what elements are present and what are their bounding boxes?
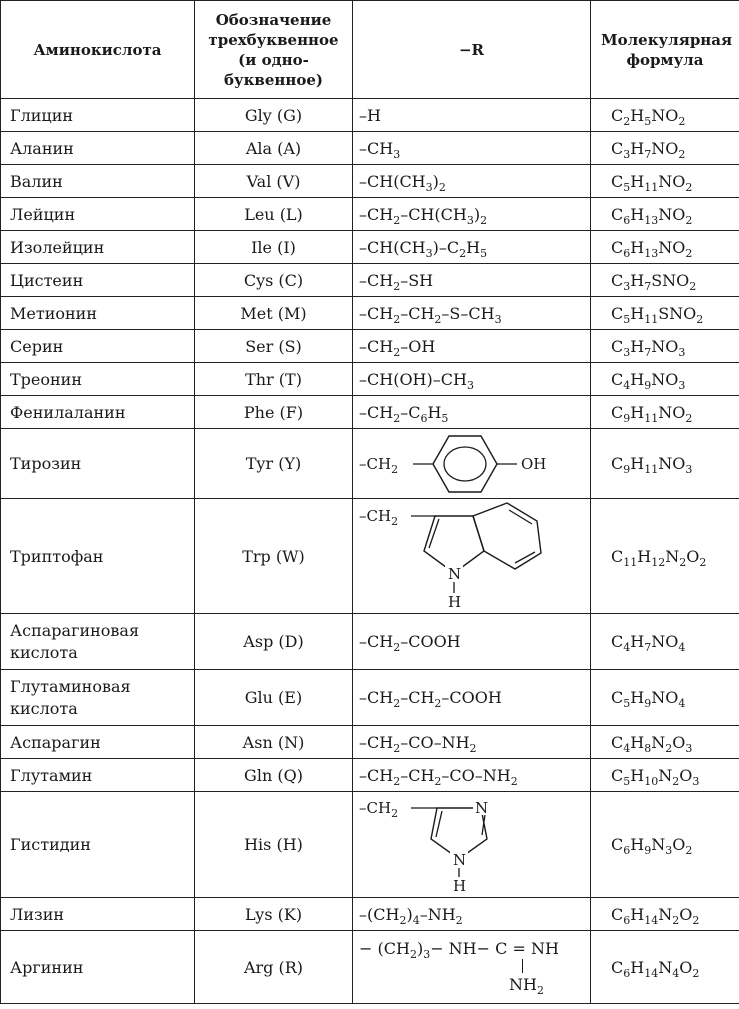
amino-acid-name: Лейцин — [1, 198, 195, 231]
amino-acid-code: Asp (D) — [195, 614, 353, 670]
ch2-label: $-CH_2$ — [359, 454, 399, 476]
molecular-formula: $C_9H_{11}NO_3$ — [591, 429, 739, 499]
molecular-formula: $C_3H_7NO_2$ — [591, 132, 739, 165]
header-formula-line: формула — [626, 50, 704, 69]
amino-acid-code: Thr (T) — [195, 363, 353, 396]
amino-acid-code: Lys (K) — [195, 898, 353, 931]
amino-acid-code: Asn (N) — [195, 726, 353, 759]
molecular-formula: $C_3H_7SNO_2$ — [591, 264, 739, 297]
amino-acid-code: Ala (A) — [195, 132, 353, 165]
table-row — [1, 363, 739, 396]
table-row — [1, 396, 739, 429]
r-group: $-CH_2-CH_2-S-CH_3$ — [353, 297, 591, 330]
amino-acid-code: Phe (F) — [195, 396, 353, 429]
header-formula-line: Молекулярная — [601, 30, 733, 49]
header-amino-acid: Аминокислота — [1, 1, 195, 99]
r-group: $-CH_2$–COOH — [353, 614, 591, 670]
header-designation-line: Обозначение — [215, 10, 332, 29]
table-row — [1, 264, 739, 297]
tyrosine-structure — [359, 432, 579, 496]
amino-acid-code: His (H) — [195, 792, 353, 898]
amino-acid-name: Цистеин — [1, 264, 195, 297]
r-group: $-CH_2-CH_2$–COOH — [353, 670, 591, 726]
r-group: $-CH_2-SH$ — [353, 264, 591, 297]
double-bond — [436, 811, 442, 837]
name-line: кислота — [10, 698, 78, 718]
table-row — [1, 759, 739, 792]
molecular-formula: $C_{11}H_{12}N_2O_2$ — [591, 499, 739, 614]
table-row — [1, 297, 739, 330]
molecular-formula: $C_6H_{13}NO_2$ — [591, 198, 739, 231]
table-row — [1, 132, 739, 165]
amino-acid-code: Tyr (Y) — [195, 429, 353, 499]
ch2-label: $-CH_2$ — [359, 507, 399, 528]
amino-acid-name: Серин — [1, 330, 195, 363]
molecular-formula: $C_3H_7NO_3$ — [591, 330, 739, 363]
r-group-structure — [353, 429, 591, 499]
molecular-formula: $C_2H_5NO_2$ — [591, 99, 739, 132]
header-designation — [195, 1, 353, 99]
header-r-group: −R — [353, 1, 591, 99]
n-top-label: N — [475, 798, 489, 817]
oh-label: OH — [521, 454, 547, 473]
name-line: Глутаминовая — [10, 676, 131, 696]
name-line: Аспарагиновая — [10, 620, 140, 640]
amino-acid-name — [1, 670, 195, 726]
table-row — [1, 614, 739, 670]
amino-acid-name: Гистидин — [1, 792, 195, 898]
table-row — [1, 898, 739, 931]
amino-acid-name: Аланин — [1, 132, 195, 165]
tryptophan-structure — [359, 501, 579, 611]
r-group: $-CH_2-C_6H_5$ — [353, 396, 591, 429]
amino-acid-name: Лизин — [1, 898, 195, 931]
r-group-structure — [353, 931, 591, 1004]
h-label: H — [453, 876, 467, 895]
table-row — [1, 198, 739, 231]
n-label: N — [448, 565, 462, 583]
molecular-formula: $C_5H_{11}NO_2$ — [591, 165, 739, 198]
amino-acid-name: Триптофан — [1, 499, 195, 614]
amino-acid-name: Метионин — [1, 297, 195, 330]
ch2-label: $-CH_2$ — [359, 798, 399, 820]
nh2-label: $NH_2$ — [509, 975, 544, 997]
r-group: $-CH_2-OH$ — [353, 330, 591, 363]
name-line: кислота — [10, 642, 78, 662]
molecular-formula: $C_4H_9NO_3$ — [591, 363, 739, 396]
amino-acid-name: Аргинин — [1, 931, 195, 1004]
amino-acid-code: Trp (W) — [195, 499, 353, 614]
table-row — [1, 931, 739, 1004]
amino-acid-code: Ile (I) — [195, 231, 353, 264]
molecular-formula: $C_6H_{14}N_4O_2$ — [591, 931, 739, 1004]
header-designation-line: буквенное) — [223, 70, 323, 89]
amino-acid-name: Изолейцин — [1, 231, 195, 264]
benzene-ring — [473, 503, 541, 569]
amino-acid-code: Val (V) — [195, 165, 353, 198]
amino-acid-name: Глицин — [1, 99, 195, 132]
amino-acid-code: Ser (S) — [195, 330, 353, 363]
table-row — [1, 792, 739, 898]
molecular-formula: $C_5H_{11}SNO_2$ — [591, 297, 739, 330]
amino-acid-code: Gln (Q) — [195, 759, 353, 792]
amino-acid-name: Фенилаланин — [1, 396, 195, 429]
header-designation-line: трехбуквенное — [208, 30, 339, 49]
table-row — [1, 670, 739, 726]
arginine-main-chain: − $(CH_2)_3- NH- C$ = NH — [359, 939, 559, 961]
bond — [522, 959, 523, 973]
table-row — [1, 99, 739, 132]
header-row — [1, 1, 739, 99]
n-label: N — [453, 850, 467, 869]
histidine-structure — [359, 795, 579, 895]
amino-acid-code: Gly (G) — [195, 99, 353, 132]
r-group: $-CH_3$ — [353, 132, 591, 165]
r-group: $-CH_2-CH(CH_3)_2$ — [353, 198, 591, 231]
amino-acid-code: Glu (E) — [195, 670, 353, 726]
molecular-formula: $C_4H_7NO_4$ — [591, 614, 739, 670]
table-row — [1, 429, 739, 499]
amino-acid-code: Met (M) — [195, 297, 353, 330]
amino-acid-name — [1, 614, 195, 670]
double-bond — [515, 552, 535, 563]
table-row — [1, 330, 739, 363]
amino-acid-code: Leu (L) — [195, 198, 353, 231]
molecular-formula: $C_9H_{11}NO_2$ — [591, 396, 739, 429]
molecular-formula: $C_4H_8N_2O_3$ — [591, 726, 739, 759]
aromatic-circle — [444, 447, 486, 481]
r-group: $-CH_2-CH_2-CO-NH_2$ — [353, 759, 591, 792]
amino-acid-name: Глутамин — [1, 759, 195, 792]
r-group: $-CH(CH_3)-C_2H_5$ — [353, 231, 591, 264]
r-group-structure — [353, 499, 591, 614]
amino-acid-name: Треонин — [1, 363, 195, 396]
r-group: –H — [353, 99, 591, 132]
double-bond — [429, 519, 439, 548]
amino-acid-name: Валин — [1, 165, 195, 198]
header-designation-line: (и одно- — [238, 50, 309, 69]
header-formula — [591, 1, 739, 99]
table-row — [1, 726, 739, 759]
double-bond — [509, 510, 532, 524]
molecular-formula: $C_5H_{10}N_2O_3$ — [591, 759, 739, 792]
table-row — [1, 499, 739, 614]
molecular-formula: $C_6H_9N_3O_2$ — [591, 792, 739, 898]
arginine-structure — [359, 933, 580, 1001]
r-group-structure — [353, 792, 591, 898]
r-group: $-CH(OH)-CH_3$ — [353, 363, 591, 396]
table-row — [1, 231, 739, 264]
table-row — [1, 165, 739, 198]
molecular-formula: $C_6H_{14}N_2O_2$ — [591, 898, 739, 931]
amino-acid-name: Аспарагин — [1, 726, 195, 759]
r-group: $-CH(CH_3)_2$ — [353, 165, 591, 198]
r-group: $-(CH_2)_4-NH_2$ — [353, 898, 591, 931]
molecular-formula: $C_5H_9NO_4$ — [591, 670, 739, 726]
amino-acid-name: Тирозин — [1, 429, 195, 499]
r-group: $-CH_2-CO-NH_2$ — [353, 726, 591, 759]
h-label: H — [448, 593, 462, 611]
amino-acid-code: Arg (R) — [195, 931, 353, 1004]
benzene-ring — [433, 436, 497, 492]
molecular-formula: $C_6H_{13}NO_2$ — [591, 231, 739, 264]
amino-acid-code: Cys (C) — [195, 264, 353, 297]
